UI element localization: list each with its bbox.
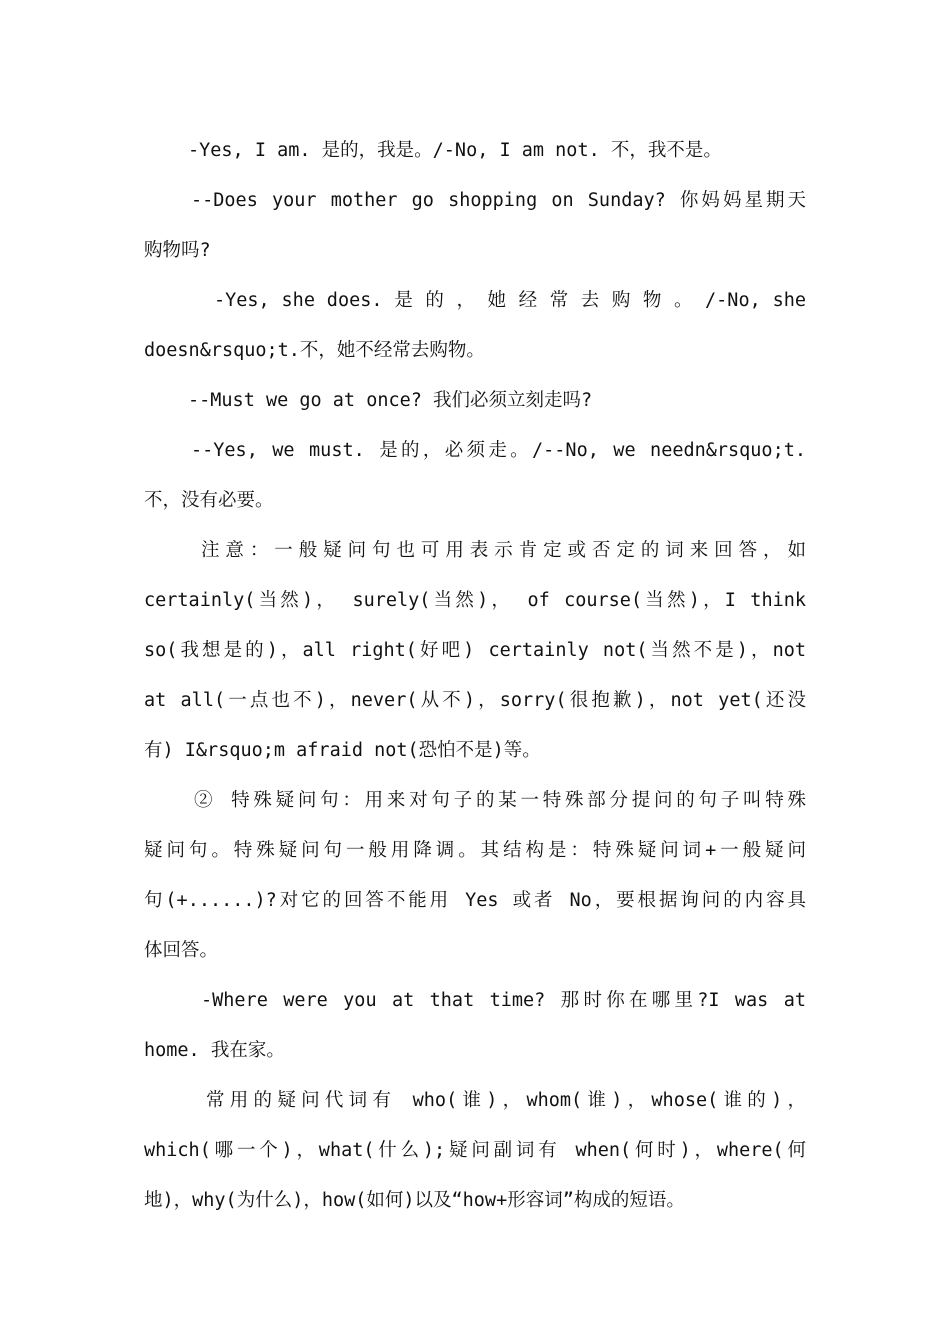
text-line: which(哪一个)，what(什么);疑问副词有 when(何时)，where(何 [144,1140,806,1161]
text-line: 不，没有必要。 [144,490,274,511]
text-line: --Yes, we must. 是的，必须走。/--No, we needn&rsquo;t. [191,440,806,461]
text-line: --Must we go at once? 我们必须立刻走吗? [188,390,593,411]
text-line: so(我想是的)，all right(好吧) certainly not(当然不是)，not [144,640,806,661]
document-body [144,126,806,1226]
text-line: 疑问句。特殊疑问句一般用降调。其结构是：特殊疑问词+一般疑问 [144,840,806,861]
text-line: doesn&rsquo;t.不，她不经常去购物。 [144,340,485,361]
text-line: 购物吗? [144,240,211,261]
text-line: at all(一点也不)，never(从不)，sorry(很抱歉)，not yet(还没 [144,690,806,711]
text-line: 体回答。 [144,940,219,961]
text-line: --Does your mother go shopping on Sunday? 你妈妈星期天 [191,190,806,211]
text-line: certainly(当然)， surely(当然)， of course(当然)，I think [144,590,806,611]
text-line: 常用的疑问代词有 who(谁)，whom(谁)，whose(谁的)， [206,1090,806,1111]
text-line: -Yes, I am. 是的，我是。/-No, I am not. 不，我不是。 [188,140,722,161]
text-line: 句(+......)?对它的回答不能用 Yes 或者 No，要根据询问的内容具 [144,890,806,911]
text-line: ② 特殊疑问句：用来对句子的某一特殊部分提问的句子叫特殊 [194,790,806,811]
text-line: home. 我在家。 [144,1040,285,1061]
text-line: -Yes, she does. 是 的 ， 她 经 常 去 购 物 。 /-No, she [214,290,806,311]
text-line: 注意：一般疑问句也可用表示肯定或否定的词来回答，如 [201,540,806,561]
text-line: -Where were you at that time? 那时你在哪里?I was at [201,990,806,1011]
text-line: 地)，why(为什么)，how(如何)以及“how+形容词”构成的短语。 [144,1190,685,1211]
text-line: 有) I&rsquo;m afraid not(恐怕不是)等。 [144,740,541,761]
